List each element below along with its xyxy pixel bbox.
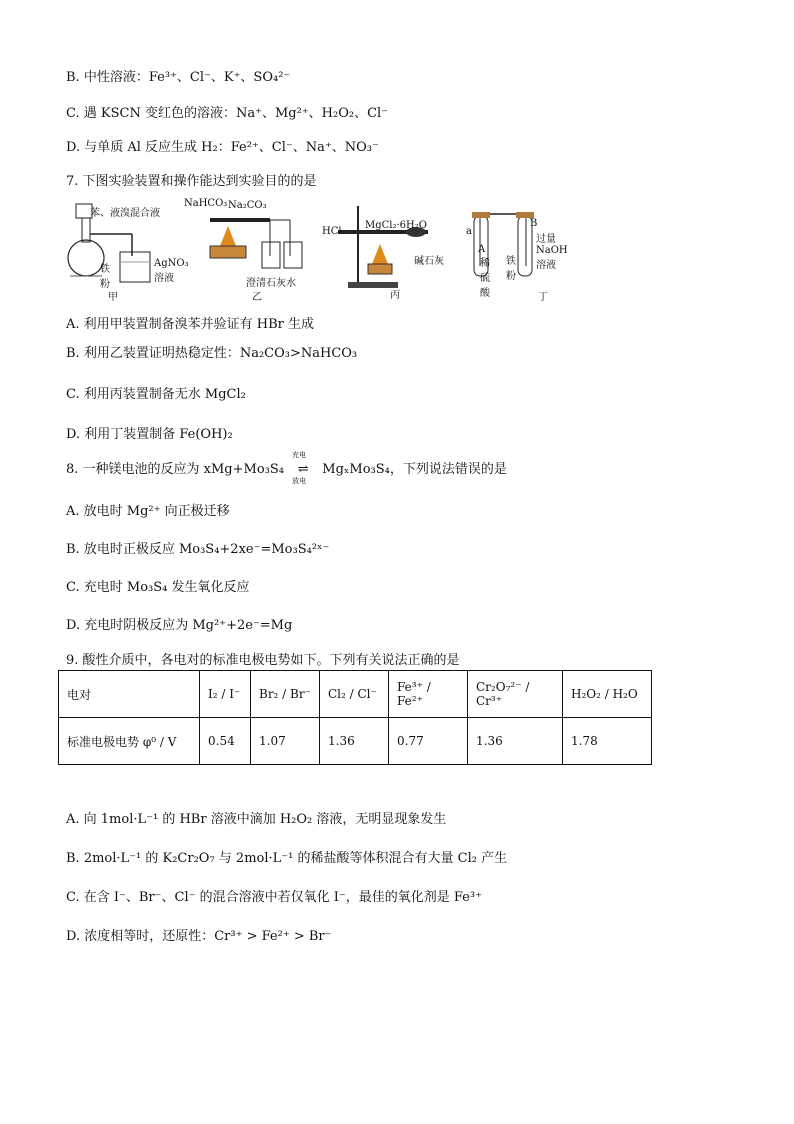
yi-na2co3-label: Na₂CO₃ — [228, 200, 267, 211]
ding-B-label: B — [530, 218, 538, 229]
q7-option-c: C. 利用丙装置制备无水 MgCl₂ — [66, 387, 246, 402]
q8-option-c: C. 充电时 Mo₃S₄ 发生氧化反应 — [66, 580, 250, 595]
bing-limesoda-label: 碱石灰 — [414, 256, 444, 267]
bing-caption: 丙 — [390, 290, 400, 301]
q8-stem-pre: 8. 一种镁电池的反应为 xMg+Mo₃S₄ — [66, 462, 284, 477]
table-header-cell: Cl₂ / Cl⁻ — [320, 671, 389, 718]
table-row-label: 标准电极电势 φ⁰ / V — [59, 718, 200, 765]
q6-option-c: C. 遇 KSCN 变红色的溶液：Na⁺、Mg²⁺、H₂O₂、Cl⁻ — [66, 106, 389, 121]
q8-stem-post: MgₓMo₃S₄，下列说法错误的是 — [322, 462, 507, 477]
q8-option-b: B. 放电时正极反应 Mo₃S₄+2xe⁻=Mo₃S₄²ˣ⁻ — [66, 542, 330, 557]
table-header-cell: H₂O₂ / H₂O — [563, 671, 652, 718]
q9-option-c: C. 在含 I⁻、Br⁻、Cl⁻ 的混合溶液中若仅氧化 I⁻，最佳的氧化剂是 Fe³⁺ — [66, 890, 482, 905]
discharge-label: 放电 — [292, 477, 307, 485]
jia-top-label: 苯、液溴混合液 — [90, 208, 160, 219]
table-cell: 1.36 — [468, 718, 563, 765]
apparatus-figures — [60, 196, 568, 306]
table-header-cell: Br₂ / Br⁻ — [251, 671, 320, 718]
table-row — [59, 718, 652, 765]
ding-caption: 丁 — [538, 292, 548, 303]
table-cell: 0.54 — [200, 718, 251, 765]
q7-option-d: D. 利用丁装置制备 Fe(OH)₂ — [66, 427, 233, 442]
table-header-cell: I₂ / I⁻ — [200, 671, 251, 718]
q9-option-d: D. 浓度相等时，还原性：Cr³⁺ > Fe²⁺ > Br⁻ — [66, 929, 332, 944]
table-cell: 1.07 — [251, 718, 320, 765]
table-header-row — [59, 671, 652, 718]
q8-stem — [66, 451, 507, 485]
bing-mgcl2-label: MgCl₂·6H₂O — [365, 220, 427, 231]
jia-caption: 甲 — [108, 292, 118, 303]
potential-table — [58, 670, 652, 765]
q7-stem: 7. 下图实验装置和操作能达到实验目的的是 — [66, 174, 317, 189]
yi-caption: 乙 — [252, 292, 262, 303]
q9-option-b: B. 2mol·L⁻¹ 的 K₂Cr₂O₇ 与 2mol·L⁻¹ 的稀盐酸等体积混合有大量 Cl₂ 产生 — [66, 851, 508, 866]
ding-a-label: a — [466, 226, 472, 237]
q8-option-d: D. 充电时阴极反应为 Mg²⁺+2e⁻=Mg — [66, 618, 293, 633]
q6-option-d: D. 与单质 Al 反应生成 H₂：Fe²⁺、Cl⁻、Na⁺、NO₃⁻ — [66, 140, 379, 155]
bing-hcl-label: HCl — [322, 226, 342, 237]
table-header-cell: 电对 — [59, 671, 200, 718]
q8-option-a: A. 放电时 Mg²⁺ 向正极迁移 — [66, 504, 230, 519]
ding-naoh-label: 过量NaOH溶液 — [536, 234, 568, 271]
yi-limewater-label: 澄清石灰水 — [246, 278, 296, 289]
table-header-cell: Cr₂O₇²⁻ / Cr³⁺ — [468, 671, 563, 718]
yi-nahco3-label: NaHCO₃ — [184, 198, 228, 209]
q9-option-a: A. 向 1mol·L⁻¹ 的 HBr 溶液中滴加 H₂O₂ 溶液，无明显现象发生 — [66, 812, 447, 827]
jia-agno3-label: AgNO₃溶液 — [154, 258, 189, 284]
table-header-cell: Fe³⁺ / Fe²⁺ — [389, 671, 468, 718]
reaction-arrow: 充电 ⇌ 放电 — [292, 451, 309, 485]
q7-option-a: A. 利用甲装置制备溴苯并验证有 HBr 生成 — [66, 317, 315, 332]
q7-option-b: B. 利用乙装置证明热稳定性：Na₂CO₃>NaHCO₃ — [66, 346, 358, 361]
apparatus-bing-diagram — [328, 196, 438, 296]
table-cell: 0.77 — [389, 718, 468, 765]
ding-A-label: A — [478, 244, 486, 255]
table-cell: 1.36 — [320, 718, 389, 765]
q6-option-b: B. 中性溶液：Fe³⁺、Cl⁻、K⁺、SO₄²⁻ — [66, 70, 291, 85]
ding-iron-label: 铁粉 — [506, 256, 516, 282]
jia-iron-label: 铁粉 — [100, 264, 110, 290]
ding-acid-label: 稀硫酸 — [480, 258, 490, 299]
q9-stem: 9. 酸性介质中，各电对的标准电极电势如下。下列有关说法正确的是 — [66, 653, 460, 668]
charge-label: 充电 — [292, 451, 307, 459]
table-cell: 1.78 — [563, 718, 652, 765]
